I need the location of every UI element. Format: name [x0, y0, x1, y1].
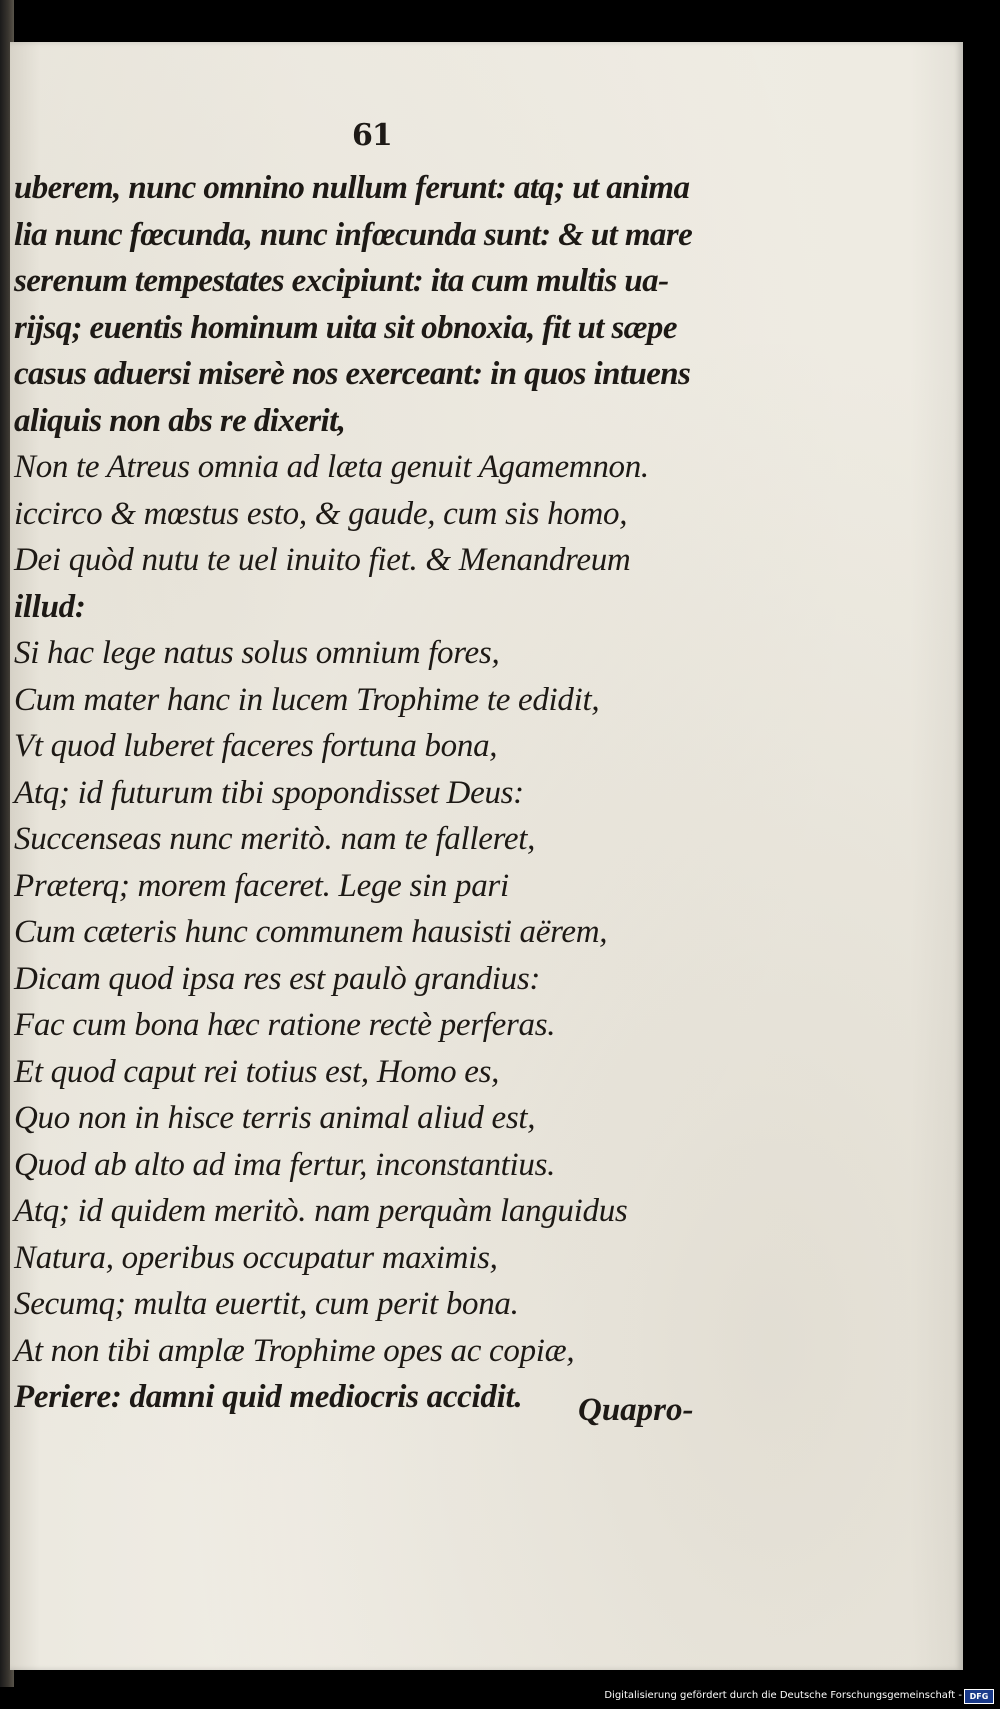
text-line: lia nunc fœcunda, nunc infœcunda sunt: & ut mare	[14, 216, 693, 253]
text-line: uberem, nunc omnino nullum ferunt: atq; ut anima	[14, 170, 690, 206]
text-line: Dicam quod ipsa res est paulò grandius:	[14, 960, 541, 997]
text-line: Quo non in hisce terris animal aliud est,	[14, 1100, 536, 1136]
page-text	[14, 165, 714, 1421]
text-line: Atq; id quidem meritò. nam perquàm languidus	[14, 1193, 628, 1229]
text-line: Si hac lege natus solus omnium fores,	[14, 635, 500, 671]
text-line: Fac cum bona hæc ratione rectè perferas.	[14, 1007, 556, 1043]
text-line: Non te Atreus omnia ad læta genuit Agamemnon.	[14, 449, 649, 485]
text-line: Præterq; morem faceret. Lege sin pari	[14, 867, 509, 904]
page-number: 61	[352, 118, 392, 153]
text-line: Vt quod luberet faceres fortuna bona,	[14, 728, 498, 764]
text-line: At non tibi amplæ Trophime opes ac copiæ,	[14, 1332, 575, 1369]
text-line: Natura, operibus occupatur maximis,	[14, 1239, 498, 1276]
text-line: Periere: damni quid mediocris accidit.	[14, 1379, 523, 1415]
text-line: casus aduersi miserè nos exerceant: in quos intuens	[14, 356, 691, 392]
text-line: Atq; id futurum tibi spopondisset Deus:	[14, 774, 524, 811]
text-line: illud:	[14, 588, 86, 625]
text-line: Secumq; multa euertit, cum perit bona.	[14, 1286, 519, 1322]
text-line: Cum mater hanc in lucem Trophime te edidit,	[14, 681, 600, 718]
catchword: Quapro-	[578, 1392, 694, 1428]
text-line: rijsq; euentis hominum uita sit obnoxia, fit ut sæpe	[14, 309, 677, 346]
dfg-logo-icon: DFG	[964, 1689, 994, 1704]
text-line: Quod ab alto ad ima fertur, inconstantius.	[14, 1146, 556, 1183]
text-line: Succenseas nunc meritò. nam te falleret,	[14, 821, 536, 857]
text-line: aliquis non abs re dixerit,	[14, 402, 346, 439]
text-line: iccirco & mœstus esto, & gaude, cum sis homo,	[14, 495, 628, 532]
text-line: serenum tempestates excipiunt: ita cum multis ua-	[14, 263, 669, 299]
text-line: Et quod caput rei totius est, Homo es,	[14, 1053, 500, 1090]
footer-credit: Digitalisierung gefördert durch die Deutsche Forschungsgemeinschaft -	[604, 1690, 962, 1701]
text-line: Cum cæteris hunc communem hausisti aërem,	[14, 914, 608, 950]
text-line: Dei quòd nutu te uel inuito fiet. & Menandreum	[14, 542, 631, 578]
